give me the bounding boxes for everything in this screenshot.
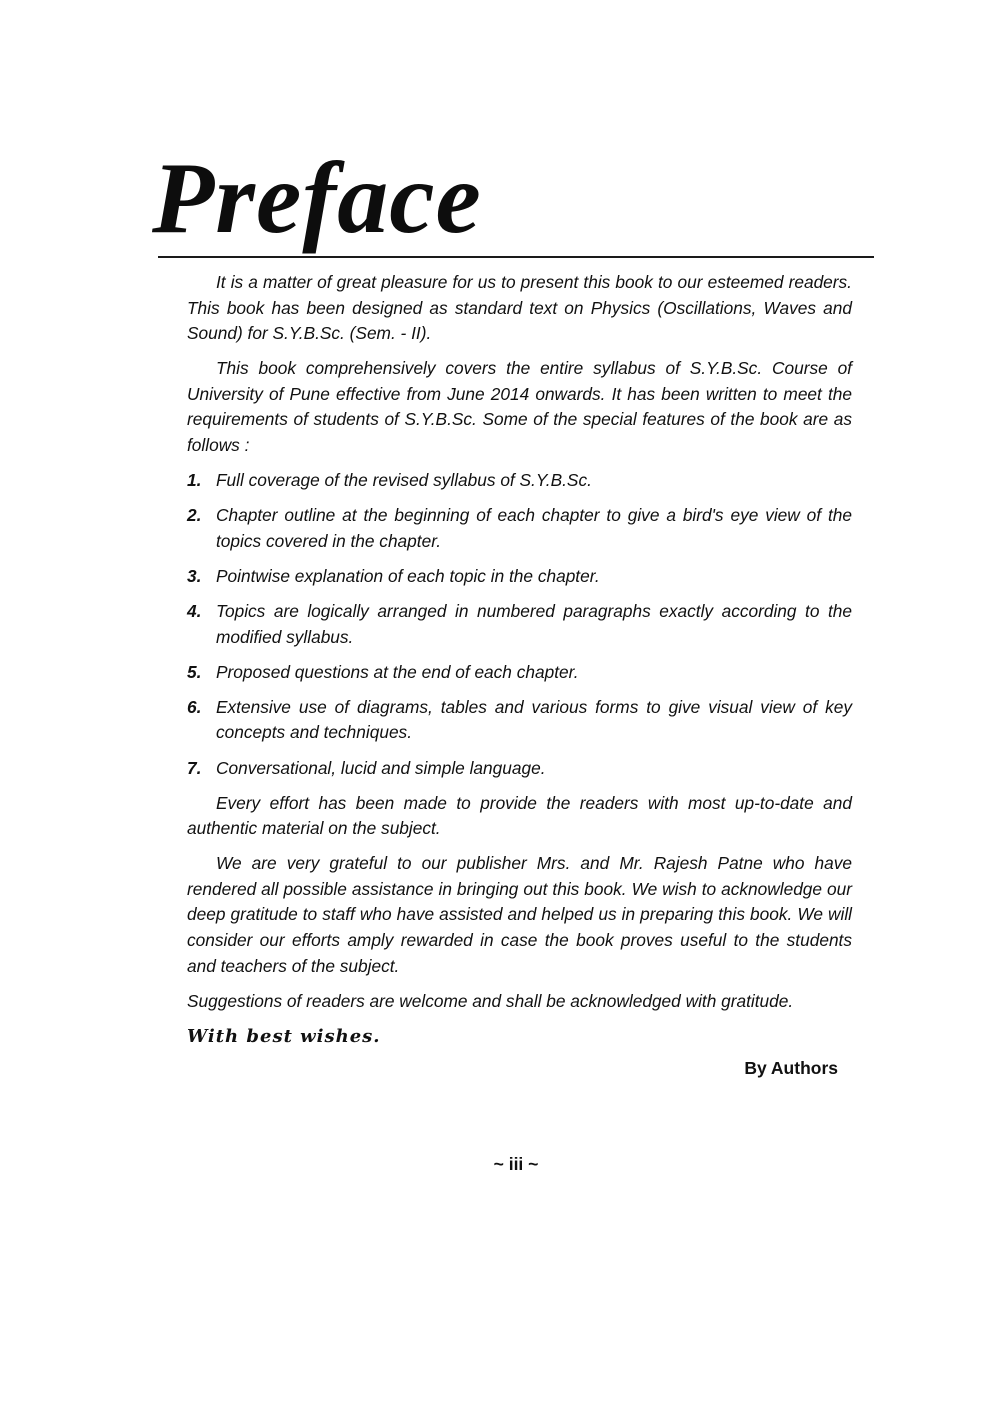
signature: By Authors: [744, 1058, 838, 1078]
list-item: [187, 564, 852, 590]
preface-body: [187, 270, 852, 1049]
list-item-number: 6.: [187, 696, 202, 717]
list-item-text: Topics are logically arranged in numbered paragraphs exactly according to the modified syllabus.: [216, 601, 852, 647]
page-title: Preface: [152, 142, 482, 255]
list-item: [187, 503, 852, 554]
list-item-text: Conversational, lucid and simple language.: [216, 757, 546, 778]
title-underline: [158, 256, 874, 258]
list-item-number: 2.: [187, 505, 202, 526]
list-item: [187, 599, 852, 650]
list-item-number: 1.: [187, 470, 202, 491]
outro-paragraph-1: Every effort has been made to provide the readers with most up-to-date and authentic material on the subject.: [187, 792, 852, 839]
list-item: [187, 695, 852, 746]
list-item-number: 3.: [187, 565, 202, 586]
intro-paragraph-1: It is a matter of great pleasure for us to present this book to our esteemed readers. This book has been designed as standard text on Physics (Oscillations, Waves and Sound) for S.Y.B.Sc. (Sem. - II).: [187, 272, 852, 344]
suggestions-paragraph: Suggestions of readers are welcome and shall be acknowledged with gratitude.: [187, 990, 794, 1011]
list-item-text: Full coverage of the revised syllabus of S.Y.B.Sc.: [216, 470, 592, 491]
list-item-text: Pointwise explanation of each topic in the chapter.: [216, 565, 600, 586]
list-item-text: Proposed questions at the end of each chapter.: [216, 661, 579, 682]
list-item: [187, 468, 852, 494]
page-number: ~ iii ~: [493, 1154, 539, 1174]
list-item: [187, 756, 852, 782]
list-item-number: 7.: [187, 757, 202, 778]
list-item-number: 4.: [187, 601, 202, 622]
closing-line: With best wishes.: [187, 1025, 381, 1047]
list-item: [187, 660, 852, 686]
list-item-number: 5.: [187, 661, 202, 682]
intro-paragraph-2: This book comprehensively covers the entire syllabus of S.Y.B.Sc. Course of University of Pune effective from June 2014 onwards. It has been written to meet the requirements of students of S.Y.B.Sc. Some of the special features of the book are as follows :: [187, 358, 852, 456]
features-list: [187, 468, 852, 781]
outro-paragraph-2: We are very grateful to our publisher Mrs. and Mr. Rajesh Patne who have rendered all possible assistance in bringing out this book. We wish to acknowledge our deep gratitude to staff who have assisted and helped us in preparing this book. We will consider our efforts amply rewarded in case the book proves useful to the students and teachers of the subject.: [187, 853, 852, 976]
list-item-text: Extensive use of diagrams, tables and various forms to give visual view of key concepts and techniques.: [216, 696, 852, 743]
list-item-text: Chapter outline at the beginning of each chapter to give a bird's eye view of the topics covered in the chapter.: [216, 505, 852, 551]
